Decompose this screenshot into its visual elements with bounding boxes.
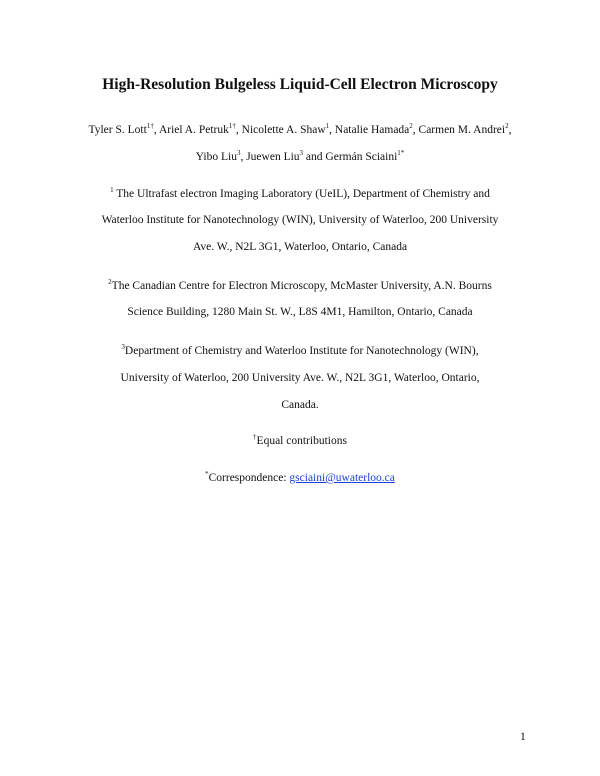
author-name: Ariel A. Petruk bbox=[158, 124, 229, 136]
dagger-mark: † bbox=[253, 433, 257, 442]
affiliation-1-line-3: Ave. W., N2L 3G1, Waterloo, Ontario, Canada bbox=[192, 241, 408, 253]
author-name: Tyler S. Lott bbox=[88, 124, 147, 136]
affiliation-1-line-2: Waterloo Institute for Nanotechnology (WIN), University of Waterloo, 200 University bbox=[101, 214, 499, 226]
author-name: Germán Sciaini bbox=[325, 151, 398, 163]
author-affiliation-mark: 3 bbox=[236, 149, 241, 158]
author-affiliation-mark: 3 bbox=[299, 149, 304, 158]
author-affiliation-mark: 1 bbox=[325, 122, 330, 131]
author-line-2: Yibo Liu$^3$, Juewen Liu$^3$ and Germán Sciaini$^{1*}$ bbox=[195, 149, 405, 163]
author-name: Yibo Liu bbox=[195, 151, 237, 163]
affiliation-3-line-3: Canada. bbox=[281, 399, 319, 411]
paper-title: High-Resolution Bulgeless Liquid-Cell Electron Microscopy bbox=[102, 76, 498, 93]
author-name: Carmen M. Andrei bbox=[418, 124, 506, 136]
author-affiliation-mark: 2 bbox=[409, 122, 413, 131]
author-affiliation-mark: 1* bbox=[397, 149, 405, 158]
author-name: Juewen Liu bbox=[246, 151, 300, 163]
affiliation-2-line-2: Science Building, 1280 Main St. W., L8S 4M1, Hamilton, Ontario, Canada bbox=[127, 306, 473, 318]
author-affiliation-mark: 1† bbox=[146, 122, 154, 131]
author-affiliation-mark: 1† bbox=[228, 122, 236, 131]
author-name: Natalie Hamada bbox=[334, 124, 410, 136]
asterisk-mark: * bbox=[205, 470, 209, 479]
affiliation-mark: 1 bbox=[110, 186, 114, 195]
affiliation-3-line-1: $^3$Department of Chemistry and Waterloo Institute for Nanotechnology (WIN), bbox=[121, 343, 479, 357]
correspondence-note: *Correspondence: gsciaini@uwaterloo.ca bbox=[205, 470, 395, 484]
author-name: Nicolette A. Shaw bbox=[241, 124, 326, 136]
page-number: 1 bbox=[520, 731, 526, 743]
correspondence-email-link[interactable]: gsciaini@uwaterloo.ca bbox=[289, 472, 395, 484]
author-line-1: Tyler S. Lott$^{1\dagger}$, Ariel A. Petruk$^{1\dagger}$, Nicolette A. Shaw$^1$, Natalie Hamada$^2$, Carmen M. Andrei$^2$, bbox=[88, 122, 512, 136]
affiliation-3-line-2: University of Waterloo, 200 University Ave. W., N2L 3G1, Waterloo, Ontario, bbox=[120, 372, 480, 384]
affiliation-mark: 2 bbox=[108, 278, 112, 287]
affiliation-2-line-1: $^2$The Canadian Centre for Electron Microscopy, McMaster University, A.N. Bourns bbox=[108, 278, 492, 292]
affiliation-1-line-1: $^1$ The Ultrafast electron Imaging Laboratory (UeIL), Department of Chemistry and bbox=[110, 186, 490, 200]
author-affiliation-mark: 2 bbox=[505, 122, 509, 131]
affiliation-mark: 3 bbox=[121, 343, 125, 352]
equal-contribution-note: †Equal contributions bbox=[253, 433, 347, 447]
